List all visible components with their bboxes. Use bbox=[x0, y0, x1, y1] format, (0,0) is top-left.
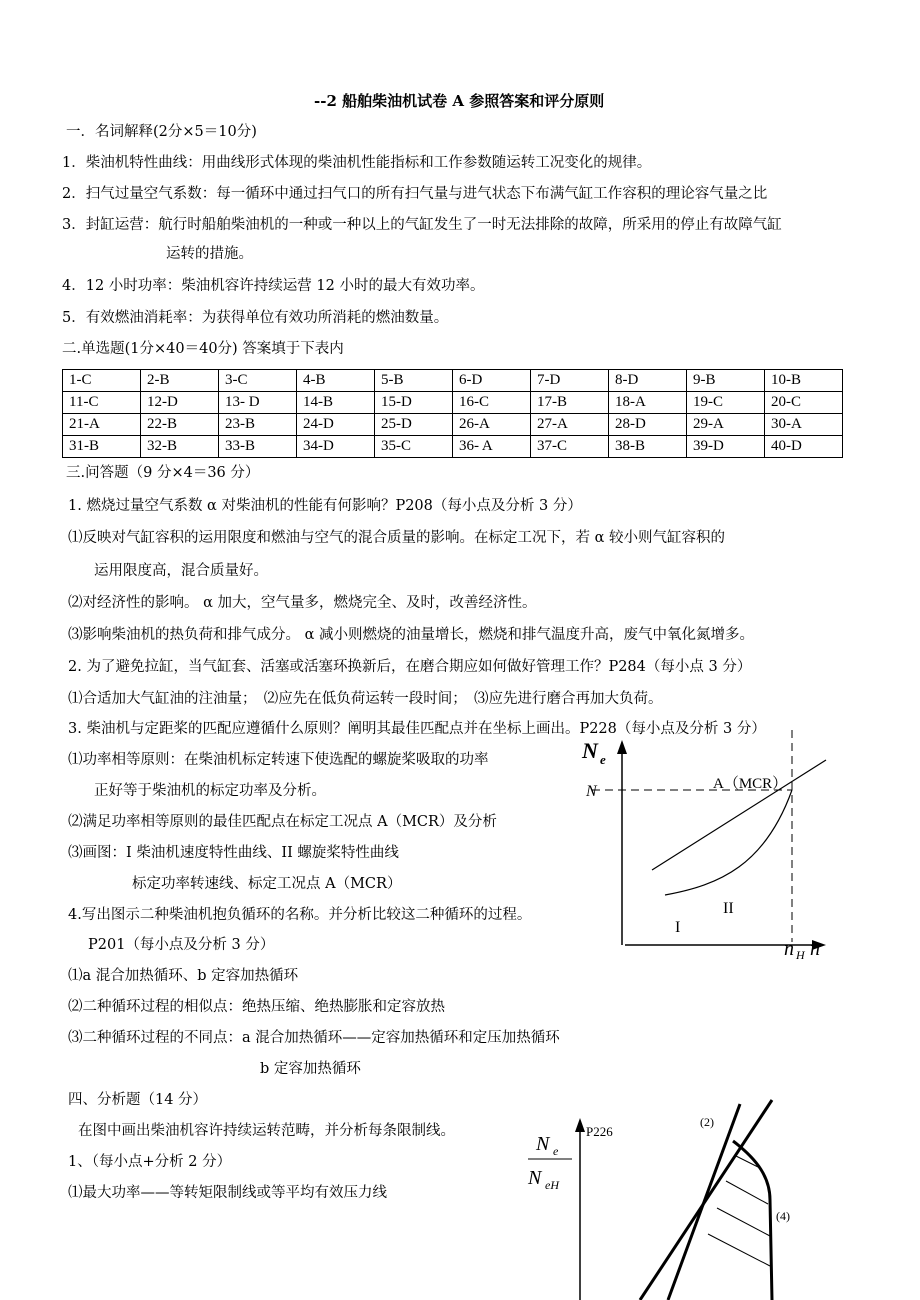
answer-table-row bbox=[63, 392, 843, 414]
limit-line-4-label: (4) bbox=[776, 1209, 790, 1223]
limit-line-4 bbox=[733, 1141, 772, 1300]
answer-cell: 12-D bbox=[141, 392, 219, 414]
x-axis-label: n bbox=[784, 938, 794, 960]
ratio-numerator-sub: e bbox=[553, 1144, 559, 1158]
answer-cell: 13- D bbox=[219, 392, 297, 414]
answer-cell: 9-B bbox=[687, 370, 765, 392]
answer-cell: 21-A bbox=[63, 414, 141, 436]
answer-cell: 27-A bbox=[531, 414, 609, 436]
curve-I-label: I bbox=[675, 919, 681, 936]
question-4-ref: P201（每小点及分析 3 分） bbox=[88, 937, 275, 953]
answer-cell: 8-D bbox=[609, 370, 687, 392]
answer-cell: 18-A bbox=[609, 392, 687, 414]
answer-cell: 4-B bbox=[297, 370, 375, 392]
point-a-label: A（MCR） bbox=[713, 776, 788, 792]
definition-item-3-cont: 运转的措施。 bbox=[166, 246, 253, 262]
answer-cell: 15-D bbox=[375, 392, 453, 414]
y-axis-label-sub: e bbox=[600, 752, 606, 767]
hatch-line bbox=[726, 1181, 768, 1204]
ratio-denominator: N bbox=[528, 1167, 542, 1189]
q1-answer-3: ⑶影响柴油机的热负荷和排气成分。 α 减小则燃烧的油量增长，燃烧和排气温度升高，废气中氧化氮增多。 bbox=[68, 627, 755, 643]
answer-table-row bbox=[63, 414, 843, 436]
question-4: 4.写出图示二种柴油机抱负循环的名称。并分析比较这二种循环的过程。 bbox=[68, 907, 532, 923]
x-axis-label-end: n bbox=[810, 938, 820, 960]
answer-cell: 23-B bbox=[219, 414, 297, 436]
answer-cell: 20-C bbox=[765, 392, 843, 414]
q3-answer-3-cont: 标定功率转速线、标定工况点 A（MCR） bbox=[132, 876, 402, 892]
q4-answer-2: ⑵二种循环过程的相似点：绝热压缩、绝热膨胀和定容放热 bbox=[68, 999, 445, 1015]
answer-cell: 30-A bbox=[765, 414, 843, 436]
page-reference: P226 bbox=[586, 1124, 613, 1139]
page-title: --2 船舶柴油机试卷 A 参照答案和评分原则 bbox=[314, 92, 605, 110]
definition-item-5: 5．有效燃油消耗率：为获得单位有效功所消耗的燃油数量。 bbox=[62, 310, 449, 326]
section-3-heading: 三.问答题（9 分×4＝36 分） bbox=[66, 465, 260, 481]
y-tick-label: N bbox=[586, 783, 597, 800]
answer-table-row bbox=[63, 436, 843, 458]
answer-cell: 40-D bbox=[765, 436, 843, 458]
section-4-heading: 四、分析题（14 分） bbox=[68, 1092, 208, 1108]
answer-cell: 2-B bbox=[141, 370, 219, 392]
y-axis-arrow bbox=[617, 740, 627, 754]
q4-answer-3: ⑶二种循环过程的不同点：a 混合加热循环——定容加热循环和定压加热循环 bbox=[68, 1030, 560, 1046]
x-axis-label-sub: H bbox=[796, 948, 805, 960]
q4-answer-1: ⑴a 混合加热循环、b 定容加热循环 bbox=[68, 968, 299, 984]
answer-cell: 1-C bbox=[63, 370, 141, 392]
answer-cell: 19-C bbox=[687, 392, 765, 414]
matching-diagram bbox=[570, 730, 840, 960]
answer-cell: 35-C bbox=[375, 436, 453, 458]
answer-cell: 33-B bbox=[219, 436, 297, 458]
answer-cell: 39-D bbox=[687, 436, 765, 458]
q1-answer-1-cont: 运用限度高，混合质量好。 bbox=[94, 563, 268, 579]
question-2: 2. 为了避免拉缸，当气缸套、活塞或活塞环换新后，在磨合期应如何做好管理工作？P284（每小点 3 分） bbox=[68, 659, 752, 675]
hatch-line bbox=[717, 1208, 770, 1236]
operating-range-diagram bbox=[520, 1098, 820, 1300]
answer-cell: 7-D bbox=[531, 370, 609, 392]
answer-cell: 17-B bbox=[531, 392, 609, 414]
s4-instruction: 在图中画出柴油机容许持续运转范畴，并分析每条限制线。 bbox=[78, 1123, 455, 1139]
answer-cell: 31-B bbox=[63, 436, 141, 458]
curve-II-label: II bbox=[723, 900, 734, 917]
q3-answer-1-cont: 正好等于柴油机的标定功率及分析。 bbox=[94, 783, 326, 799]
answer-cell: 22-B bbox=[141, 414, 219, 436]
answer-cell: 26-A bbox=[453, 414, 531, 436]
q1-answer-2: ⑵对经济性的影响。 α 加大，空气量多，燃烧完全、及时，改善经济性。 bbox=[68, 595, 537, 611]
limit-line-1 bbox=[640, 1100, 772, 1300]
answer-table-row bbox=[63, 370, 843, 392]
answer-cell: 14-B bbox=[297, 392, 375, 414]
answer-cell: 6-D bbox=[453, 370, 531, 392]
section-2-heading: 二.单选题(1分×40＝40分) 答案填于下表内 bbox=[62, 341, 344, 357]
hatch-line bbox=[708, 1234, 770, 1266]
answer-cell: 36- A bbox=[453, 436, 531, 458]
answer-cell: 3-C bbox=[219, 370, 297, 392]
q3-answer-2: ⑵满足功率相等原则的最佳匹配点在标定工况点 A（MCR）及分析 bbox=[68, 814, 497, 830]
answer-cell: 11-C bbox=[63, 392, 141, 414]
definition-item-2: 2．扫气过量空气系数：每一循环中通过扫气口的所有扫气量与进气状态下布满气缸工作容积的理论容气量之比 bbox=[62, 186, 768, 202]
y-axis-label: N bbox=[582, 738, 598, 763]
s4-item-1: 1、（每小点+分析 2 分） bbox=[68, 1154, 232, 1170]
curve-II-propeller-characteristic bbox=[665, 790, 792, 895]
definition-item-1: 1．柴油机特性曲线：用曲线形式体现的柴油机性能指标和工作参数随运转工况变化的规律。 bbox=[62, 155, 652, 171]
definition-item-4: 4．12 小时功率：柴油机容许持续运营 12 小时的最大有效功率。 bbox=[62, 278, 485, 294]
answer-cell: 29-A bbox=[687, 414, 765, 436]
ratio-numerator: N bbox=[536, 1133, 550, 1155]
definition-item-3: 3．封缸运营：航行时船舶柴油机的一种或一种以上的气缸发生了一时无法排除的故障，所采用的停止有故障气缸 bbox=[62, 217, 782, 233]
limit-line-2-label: (2) bbox=[700, 1115, 714, 1129]
q3-answer-1: ⑴功率相等原则：在柴油机标定转速下使选配的螺旋桨吸取的功率 bbox=[68, 752, 489, 768]
answer-cell: 34-D bbox=[297, 436, 375, 458]
answer-cell: 24-D bbox=[297, 414, 375, 436]
question-1: 1. 燃烧过量空气系数 α 对柴油机的性能有何影响？P208（每小点及分析 3 分） bbox=[68, 498, 582, 514]
q4-answer-3-cont: b 定容加热循环 bbox=[260, 1061, 361, 1077]
answer-table bbox=[62, 369, 843, 458]
answer-cell: 16-C bbox=[453, 392, 531, 414]
section-1-heading: 一．名词解释(2分×5＝10分) bbox=[66, 124, 257, 140]
q3-answer-3: ⑶画图：I 柴油机速度特性曲线、II 螺旋桨特性曲线 bbox=[68, 845, 399, 861]
answer-cell: 5-B bbox=[375, 370, 453, 392]
answer-cell: 32-B bbox=[141, 436, 219, 458]
answer-cell: 37-C bbox=[531, 436, 609, 458]
answer-cell: 25-D bbox=[375, 414, 453, 436]
ratio-denominator-sub: eH bbox=[545, 1178, 559, 1192]
answer-cell: 28-D bbox=[609, 414, 687, 436]
y-axis-arrow bbox=[575, 1118, 585, 1132]
q1-answer-1: ⑴反映对气缸容积的运用限度和燃油与空气的混合质量的影响。在标定工况下，若 α 较小则气缸容积的 bbox=[68, 530, 726, 546]
answer-cell: 10-B bbox=[765, 370, 843, 392]
question-3: 3. 柴油机与定距桨的匹配应遵循什么原则？阐明其最佳匹配点并在坐标上画出。P228（每小点及分析 3 分） bbox=[68, 721, 766, 737]
q2-answer: ⑴合适加大气缸油的注油量； ⑵应先在低负荷运转一段时间； ⑶应先进行磨合再加大负荷。 bbox=[68, 691, 663, 707]
s4-item-1-answer: ⑴最大功率——等转矩限制线或等平均有效压力线 bbox=[68, 1185, 387, 1201]
answer-cell: 38-B bbox=[609, 436, 687, 458]
